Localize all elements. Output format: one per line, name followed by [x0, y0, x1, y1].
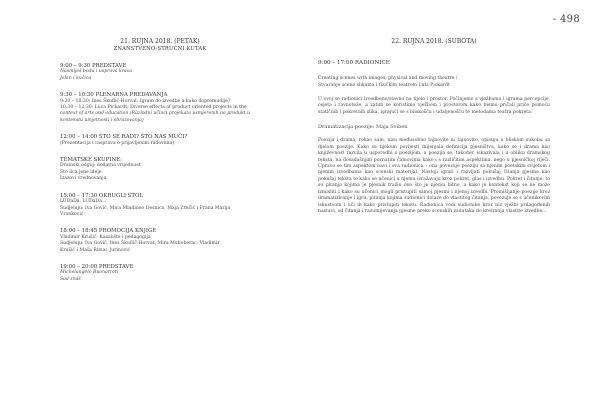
topic-item: Dramski odgoj: dodatna vrijednost — [60, 163, 141, 169]
workshop-description: U ovoj se radionici izvedbeno/stavno na tijelo i prostor. Počinjemo s vježbama i igrama percepcije, osjeta i ravnoteže, a zatim se koristimo vježbom i prostorom kako bismo pričali priče pomoću statičnih i pokretnih slika, igrajući se s bliskošću i udaljenošću te metodama teatra pokreta. — [318, 96, 550, 115]
block-line: kontekstu umjetnosti i obrazovanja) — [60, 117, 144, 123]
block-time: 9:00 – 9:30 PREDSTAVE — [60, 63, 127, 69]
block-performances-1 — [60, 63, 260, 82]
workshop-title-en: Creating scenes with images, physical and moving theatre / — [318, 76, 458, 82]
block-line: LUDaDa, LUDaDa... — [60, 199, 107, 205]
workshops-time: 9:00 – 17:00 RADIONICE — [318, 60, 390, 66]
page-number: - 498 — [552, 14, 580, 25]
block-topics — [60, 157, 260, 183]
block-line: Nasmiješ bodu i usprava krava — [60, 69, 132, 75]
block-line: Vranković — [60, 211, 84, 217]
friday-subtitle: ZNANSTVENO-STRUČNI KUTAK — [113, 46, 207, 52]
block-line: 9:30 – 10:30: Ines Škuflić-Horvat: Igram do izvedbe a kako dopremudije? — [60, 98, 231, 104]
block-round-table — [60, 193, 260, 219]
block-time: 15:00 – 17:30 OKRUGLI STOL — [60, 192, 143, 199]
block-plenary — [60, 92, 260, 124]
workshop-2-description: Poezija i drama, rekao sam, nisu međusobno tajnovite ni tajnovito, opisuju u bliskom sukobu sa djelom poezije. Kako se tijekom povijesti mijenjala definicija pjesništva, kako se i drama kao književnost razvila u usporedbi s poezijom, a poezija se, također, iskazivala i u obliku dramskog teksta, na dosadašnjim poznatim čamovima kako i s različitim aspektima, nego u pjesničkoj riječi. Upravo se tim aspektom bavi i ova radionica – ona povezuje poeziju sa njenim poetskim svijetom i njenim izvedbama kao scenski materijal. Nastoji igrati i razvijati pokušaj čitanja pjesme kao pokušaj teksta te kako se učenici u njemu izražavaju kroz pokret, glas i izvedbu. Pokret i čitanje, to su pitanja kojima je pjesnik tražio ono što je njemu bitno, a kako je kontekst koji se ne može izmisliti i kako su učenici mogli pristupiti samoj pjesmi i njenoj izvedbi. Promišljanje poezije kroz dramatiziranje i igru, pitanja kojima sudionici dolaze do vlastitog čitanja, povezuje se s učenikovim iskustvom i uči ih kako pristupiti tekstu. Radionica vodi sudionike kroz niz vježbi prilagođenih nastavi, od čitanja i razumijevanja pjesme preko scenskih zadataka do kreiranja vlastite izvedbe… — [318, 138, 550, 214]
block-time: 19:00 – 20:00 PREDSTAVE — [60, 263, 134, 270]
topic-item: Sto lica jene ideje — [60, 169, 102, 175]
block-performances-2 — [60, 264, 260, 283]
workshop-title-hr: Stvaranje scene slikama i fizičkim teatrom Lutz Pickardt — [318, 82, 450, 88]
saturday-date-title: 22. RUJNA 2018. (SUBOTA) — [391, 38, 477, 45]
block-discussion — [60, 134, 260, 147]
friday-date-title: 21. RUJNA 2018. (PETAK) — [120, 38, 200, 45]
block-line: Jelen i kučica — [60, 75, 92, 81]
block-line: Krušić i Maša Rimac Jurinović — [60, 247, 131, 253]
block-line: context of arts and education (Razlodni učinci projekata usmjerenih na produkt u — [60, 111, 251, 117]
block-time: 9:30 – 10:30 PLENARNA PREDAVANJA — [60, 92, 168, 99]
block-book-promo — [60, 228, 260, 254]
block-line: Sudjeluju: Iva Gović, Ines Škuflić-Horvat, Mira Muhoberac, Vladimir — [60, 241, 220, 247]
block-time: 12:00 – 14:00 ŠTO SE RADI? ŠTO NAS MUČI? — [60, 134, 188, 141]
block-line: Michelangelo Buonarroti — [60, 270, 119, 276]
left-column — [60, 38, 260, 283]
block-line: (Prezentacija i rasprava o prijavljenim radovima) — [60, 140, 175, 146]
block-line: 10:30 – 12:30: Luca Pickardt: Diverse effects of product oriented projects in the — [60, 105, 247, 111]
block-time: 18:00 – 18:45 PROMOCIJA KNJIGE — [60, 228, 157, 235]
block-line: Sad znaš — [60, 276, 81, 282]
block-line: Sudjeluju: Iva Gović, Mica Mladineo Desnica, Maja Zrnčić i Frana Marija — [60, 205, 231, 211]
topic-item: Izazovi vrednovanja — [60, 176, 107, 182]
right-column — [318, 38, 550, 215]
block-line: Vladimir Krušić: Kazalište i pedagogija — [60, 234, 151, 240]
topics-title: TEMATSKE SKUPINE: — [60, 157, 122, 164]
workshop-2-title: Dramatizacija poezije: Maja Sviben — [318, 124, 408, 131]
